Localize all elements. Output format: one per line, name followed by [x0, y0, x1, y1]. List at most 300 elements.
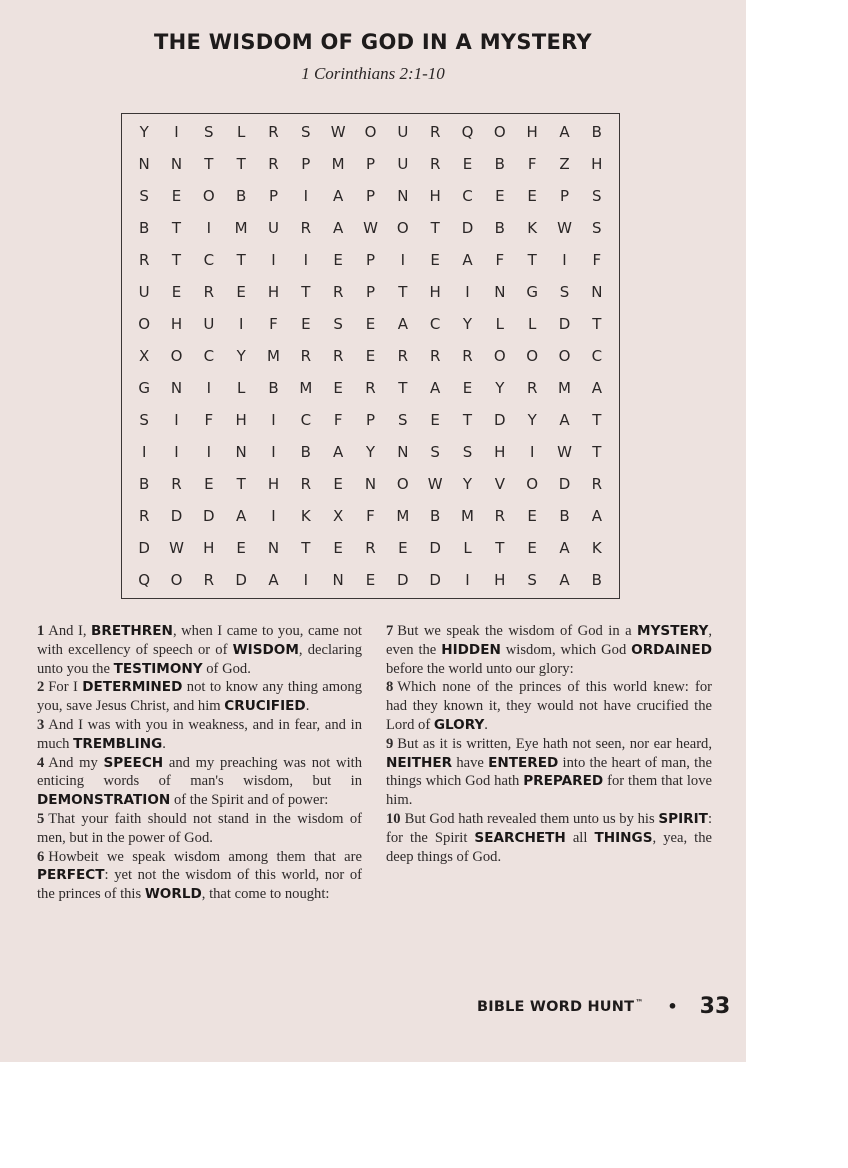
keyword: CRUCIFIED — [224, 698, 306, 715]
grid-letter[interactable]: T — [527, 251, 537, 269]
grid-letter[interactable]: E — [365, 347, 376, 365]
grid-letter[interactable]: R — [138, 507, 150, 525]
grid-letter[interactable]: A — [333, 187, 344, 205]
grid-letter[interactable]: P — [365, 411, 376, 429]
grid-letter[interactable]: D — [235, 571, 247, 589]
grid-letter[interactable]: Y — [495, 379, 505, 397]
grid-letter[interactable]: H — [203, 539, 215, 557]
grid-letter[interactable]: H — [429, 283, 441, 301]
grid-letter[interactable]: K — [300, 507, 311, 525]
footer-bullet: • — [667, 997, 678, 1016]
verse-7 — [386, 622, 712, 678]
grid-letter[interactable]: S — [430, 443, 440, 461]
grid-letter[interactable]: I — [562, 251, 567, 269]
grid-letter[interactable]: A — [236, 507, 247, 525]
verse-text: . — [484, 716, 488, 733]
grid-letter[interactable]: R — [138, 251, 150, 269]
grid-letter[interactable]: R — [526, 379, 538, 397]
grid-letter[interactable]: B — [430, 507, 441, 525]
verse-number: 4 — [37, 754, 45, 771]
grid-letter[interactable]: A — [268, 571, 279, 589]
grid-letter[interactable]: B — [494, 219, 505, 237]
grid-letter[interactable]: E — [462, 379, 473, 397]
grid-letter[interactable]: P — [559, 187, 570, 205]
grid-letter[interactable]: C — [203, 347, 215, 365]
grid-letter[interactable]: I — [465, 283, 470, 301]
grid-letter[interactable]: Y — [462, 315, 473, 333]
grid-letter[interactable]: T — [398, 379, 408, 397]
keyword: ORDAINED — [631, 641, 712, 658]
grid-letter[interactable]: R — [332, 347, 344, 365]
verse-text: . — [305, 698, 310, 715]
grid-letter[interactable]: C — [591, 347, 603, 365]
verse-4 — [37, 754, 362, 810]
grid-letter[interactable]: I — [206, 219, 212, 237]
grid-letter[interactable]: L — [236, 123, 246, 141]
verse-1 — [37, 622, 362, 678]
keyword: TESTIMONY — [113, 660, 203, 677]
keyword: PERFECT — [37, 867, 105, 884]
grid-letter[interactable]: O — [170, 571, 183, 589]
grid-letter[interactable]: O — [138, 315, 151, 333]
grid-letter[interactable]: T — [236, 475, 246, 493]
grid-letter[interactable]: W — [169, 539, 184, 557]
grid-letter[interactable]: O — [493, 347, 506, 365]
verse-text: . — [162, 735, 166, 752]
grid-letter[interactable]: N — [332, 571, 344, 589]
grid-letter[interactable]: Y — [462, 475, 473, 493]
grid-letter[interactable]: S — [559, 283, 570, 301]
keyword: WISDOM — [232, 641, 299, 658]
grid-letter[interactable]: F — [592, 251, 602, 269]
grid-letter[interactable]: I — [400, 251, 406, 269]
grid-letter[interactable]: I — [271, 411, 276, 429]
grid-letter[interactable]: H — [267, 475, 280, 493]
keyword: ENTERED — [488, 754, 559, 771]
grid-letter[interactable]: B — [559, 507, 570, 525]
grid-letter[interactable]: R — [429, 155, 441, 173]
grid-letter[interactable]: H — [526, 123, 538, 141]
grid-letter[interactable]: T — [592, 315, 602, 333]
grid-letter[interactable]: N — [397, 187, 409, 205]
grid-letter[interactable]: P — [301, 155, 311, 173]
grid-letter[interactable]: F — [495, 251, 505, 269]
keyword: TREMBLING — [73, 735, 163, 752]
grid-letter[interactable]: M — [267, 347, 280, 365]
verse-text: : for the Spirit — [386, 810, 712, 846]
grid-letter[interactable]: L — [236, 379, 246, 397]
verse-number: 8 — [386, 679, 394, 696]
grid-letter[interactable]: E — [236, 539, 246, 557]
grid-letter[interactable]: R — [203, 283, 215, 301]
grid-letter[interactable]: O — [396, 219, 409, 237]
grid-letter[interactable]: D — [429, 539, 441, 557]
grid-letter[interactable]: H — [494, 571, 506, 589]
grid-letter[interactable]: C — [300, 411, 312, 429]
grid-letter[interactable]: O — [526, 347, 539, 365]
grid-letter[interactable]: I — [271, 507, 276, 525]
grid-letter[interactable]: I — [238, 315, 244, 333]
grid-letter[interactable]: F — [333, 411, 343, 429]
grid-letter[interactable]: I — [174, 123, 179, 141]
grid-letter[interactable]: W — [557, 443, 572, 461]
grid-letter[interactable]: T — [236, 251, 246, 269]
grid-letter[interactable]: S — [204, 123, 214, 141]
grid-letter[interactable]: E — [204, 475, 214, 493]
grid-letter[interactable]: E — [301, 315, 311, 333]
grid-letter[interactable]: A — [559, 571, 570, 589]
verse-text: , even the — [386, 623, 712, 658]
grid-letter[interactable]: I — [174, 443, 179, 461]
verse-text: , when I came to you, came not with excellency of speech or of — [37, 623, 362, 658]
keyword: PREPARED — [523, 773, 604, 790]
page-footer — [477, 994, 730, 1019]
grid-letter[interactable]: F — [269, 315, 278, 333]
grid-letter[interactable]: X — [333, 507, 344, 525]
grid-letter[interactable]: T — [301, 539, 311, 557]
grid-letter[interactable]: M — [558, 379, 571, 397]
grid-letter[interactable]: M — [396, 507, 410, 525]
grid-letter[interactable]: R — [203, 571, 215, 589]
grid-letter[interactable]: B — [591, 571, 602, 589]
grid-letter[interactable]: T — [592, 443, 602, 461]
grid-letter[interactable]: C — [462, 187, 473, 205]
keyword: DEMONSTRATION — [37, 792, 171, 809]
grid-letter[interactable]: E — [171, 187, 182, 205]
grid-letter[interactable]: L — [527, 315, 537, 333]
verse-2 — [37, 678, 362, 716]
grid-letter[interactable]: H — [267, 283, 280, 301]
grid-letter[interactable]: A — [559, 411, 570, 429]
grid-letter[interactable]: E — [333, 251, 343, 269]
keyword: SEARCHETH — [474, 829, 566, 846]
grid-letter[interactable]: I — [529, 443, 535, 461]
verse-text: , yea, the deep things of God. — [386, 829, 712, 865]
grid-letter[interactable]: Z — [559, 155, 570, 173]
grid-letter[interactable]: D — [494, 411, 506, 429]
grid-letter[interactable]: L — [463, 539, 472, 557]
grid-letter[interactable]: S — [139, 411, 149, 429]
grid-letter[interactable]: E — [495, 187, 505, 205]
page-title: THE WISDOM OF GOD IN A MYSTERY — [154, 30, 592, 54]
grid-letter[interactable]: D — [397, 571, 409, 589]
grid-letter[interactable]: Y — [527, 411, 537, 429]
grid-letter[interactable]: E — [171, 283, 182, 301]
grid-letter[interactable]: I — [271, 251, 276, 269]
grid-letter[interactable]: O — [170, 347, 183, 365]
grid-letter[interactable]: T — [236, 155, 246, 173]
verse-text: of the Spirit and of power: — [170, 792, 329, 809]
grid-letter[interactable]: O — [364, 123, 377, 141]
grid-letter[interactable]: I — [303, 187, 309, 205]
grid-letter[interactable]: T — [171, 251, 182, 269]
grid-letter[interactable]: H — [235, 411, 247, 429]
verses-left-column — [37, 622, 362, 904]
word-search-grid[interactable] — [121, 113, 620, 599]
grid-letter[interactable]: E — [333, 539, 343, 557]
grid-letter[interactable]: A — [559, 539, 570, 557]
grid-letter[interactable]: E — [333, 379, 343, 397]
keyword: NEITHER — [386, 754, 453, 771]
grid-letter[interactable]: S — [333, 315, 343, 333]
verse-text: into the heart of man, the things which God hath — [386, 754, 712, 790]
grid-letter[interactable]: B — [591, 123, 602, 141]
grid-letter[interactable]: G — [526, 283, 538, 301]
grid-letter[interactable]: E — [527, 539, 537, 557]
grid-letter[interactable]: A — [430, 379, 441, 397]
grid-letter[interactable]: I — [271, 443, 276, 461]
grid-letter[interactable]: S — [527, 571, 537, 589]
grid-letter[interactable]: O — [558, 347, 571, 365]
verse-text: not to know any thing among you, save Jesus Christ, and him — [37, 679, 362, 715]
grid-letter[interactable]: R — [365, 379, 376, 397]
grid-letter[interactable]: N — [235, 443, 247, 461]
grid-letter[interactable]: P — [365, 187, 376, 205]
grid-letter[interactable]: Y — [139, 123, 149, 141]
grid-letter[interactable]: T — [301, 283, 311, 301]
grid-letter[interactable]: R — [300, 219, 312, 237]
verse-number: 7 — [386, 623, 394, 639]
grid-letter[interactable]: K — [591, 539, 602, 557]
grid-letter[interactable]: P — [365, 283, 376, 301]
grid-letter[interactable]: O — [493, 123, 506, 141]
grid-letter[interactable]: P — [365, 251, 376, 269]
grid-letter[interactable]: A — [333, 443, 344, 461]
grid-letter[interactable]: B — [139, 475, 150, 493]
verses-right-column — [386, 622, 712, 866]
grid-letter[interactable]: M — [331, 155, 345, 173]
grid-letter[interactable]: F — [527, 155, 537, 173]
grid-letter[interactable]: C — [203, 251, 215, 269]
verse-text: For I — [48, 679, 83, 696]
grid-letter[interactable]: H — [494, 443, 506, 461]
grid-letter[interactable]: U — [203, 315, 215, 333]
grid-letter[interactable]: N — [591, 283, 603, 301]
verse-text: But God hath revealed them unto us by his — [404, 810, 659, 827]
grid-letter[interactable]: Q — [461, 123, 474, 141]
grid-letter[interactable]: R — [429, 123, 441, 141]
grid-letter[interactable]: I — [174, 411, 179, 429]
grid-letter[interactable]: B — [236, 187, 247, 205]
grid-letter[interactable]: Y — [236, 347, 246, 365]
grid-letter[interactable]: A — [591, 507, 602, 525]
verse-number: 10 — [386, 810, 401, 827]
grid-letter[interactable]: E — [365, 315, 376, 333]
grid-letter[interactable]: A — [591, 379, 602, 397]
grid-letter[interactable]: S — [301, 123, 311, 141]
grid-letter[interactable]: A — [462, 251, 473, 269]
grid-letter[interactable]: I — [206, 379, 212, 397]
grid-letter[interactable]: O — [396, 475, 409, 493]
verse-number: 5 — [37, 810, 45, 827]
grid-letter[interactable]: O — [526, 475, 539, 493]
keyword: MYSTERY — [637, 623, 709, 639]
grid-letter[interactable]: V — [494, 475, 505, 493]
grid-letter[interactable]: T — [430, 219, 440, 237]
grid-letter[interactable]: T — [592, 411, 602, 429]
page-number: 33 — [699, 994, 731, 1019]
grid-letter[interactable]: E — [333, 475, 343, 493]
grid-letter[interactable]: L — [495, 315, 504, 333]
verse-text: , declaring unto you the — [37, 641, 362, 677]
verse-text: and my preaching was not with enticing words of man's wisdom, but in — [37, 754, 362, 790]
grid-letter[interactable]: U — [138, 283, 150, 301]
grid-letter[interactable]: N — [267, 539, 280, 557]
trademark-symbol: ™ — [635, 998, 644, 1008]
grid-letter[interactable]: N — [170, 155, 183, 173]
grid-letter[interactable]: T — [204, 155, 214, 173]
grid-letter[interactable]: P — [365, 155, 376, 173]
grid-letter[interactable]: E — [236, 283, 246, 301]
grid-letter[interactable]: R — [332, 283, 344, 301]
verse-10 — [386, 810, 712, 866]
grid-letter[interactable]: R — [462, 347, 473, 365]
grid-letter[interactable]: D — [203, 507, 215, 525]
grid-letter[interactable]: R — [429, 347, 441, 365]
grid-letter[interactable]: A — [333, 219, 344, 237]
verse-number: 1 — [37, 623, 45, 639]
verse-number: 3 — [37, 716, 45, 733]
verse-number: 2 — [37, 679, 45, 696]
grid-letter[interactable]: T — [171, 219, 182, 237]
grid-letter[interactable]: N — [138, 155, 150, 173]
grid-letter[interactable]: T — [462, 411, 473, 429]
grid-letter[interactable]: W — [427, 475, 443, 493]
grid-letter[interactable]: F — [204, 411, 214, 429]
grid-letter[interactable]: Q — [138, 571, 151, 589]
grid-letter[interactable]: Y — [365, 443, 376, 461]
verse-5 — [37, 810, 362, 848]
grid-letter[interactable]: W — [557, 219, 572, 237]
grid-letter[interactable]: N — [364, 475, 377, 493]
grid-letter[interactable]: B — [268, 379, 279, 397]
grid-letter[interactable]: I — [206, 443, 212, 461]
keyword: HIDDEN — [441, 641, 501, 658]
grid-letter[interactable]: D — [170, 507, 183, 525]
grid-letter[interactable]: X — [139, 347, 150, 365]
verse-text: That your faith should not stand in the wisdom of men, but in the power of God. — [37, 810, 362, 846]
grid-letter[interactable]: O — [202, 187, 215, 205]
grid-letter[interactable]: B — [300, 443, 311, 461]
grid-letter[interactable]: I — [303, 571, 309, 589]
grid-letter[interactable]: R — [268, 123, 279, 141]
grid-letter[interactable]: R — [300, 475, 312, 493]
verse-text: And I was with you in weakness, and in fear, and in much — [37, 716, 362, 752]
grid-letter[interactable]: H — [170, 315, 183, 333]
grid-letter[interactable]: H — [591, 155, 603, 173]
verse-text: of God. — [202, 660, 251, 677]
grid-letter[interactable]: T — [398, 283, 408, 301]
grid-letter[interactable]: S — [592, 187, 602, 205]
grid-letter[interactable]: S — [139, 187, 149, 205]
grid-letter[interactable]: R — [300, 347, 312, 365]
keyword: GLORY — [433, 716, 485, 733]
grid-letter[interactable]: U — [397, 155, 409, 173]
verse-text: But we speak the wisdom of God in a — [397, 623, 638, 639]
grid-letter[interactable]: R — [365, 539, 376, 557]
verse-text: have — [452, 754, 489, 771]
grid-letter[interactable]: I — [141, 443, 147, 461]
verse-text: Which none of the princes of this world knew: for had they known it, they would not have crucified the Lord of — [386, 679, 712, 733]
verse-text: And my — [48, 754, 104, 771]
verse-text: : yet not the wisdom of this world, nor of the princes of this — [37, 867, 362, 903]
grid-letter[interactable]: S — [592, 219, 602, 237]
verse-text: for them that love him. — [386, 773, 712, 809]
grid-letter[interactable]: W — [330, 123, 346, 141]
grid-letter[interactable]: M — [234, 219, 248, 237]
grid-letter[interactable]: W — [363, 219, 378, 237]
verse-text: Howbeit we speak wisdom among them that are — [48, 848, 362, 865]
verse-text: And I, — [48, 623, 92, 639]
keyword: THINGS — [594, 829, 653, 846]
grid-letter[interactable]: E — [430, 251, 440, 269]
grid-letter[interactable]: E — [527, 187, 537, 205]
verse-text: all — [565, 829, 595, 846]
grid-letter[interactable]: K — [527, 219, 538, 237]
grid-letter[interactable]: R — [397, 347, 409, 365]
grid-letter[interactable]: S — [462, 443, 473, 461]
grid-letter[interactable]: F — [366, 507, 375, 525]
grid-letter[interactable]: I — [303, 251, 309, 269]
grid-letter[interactable]: N — [494, 283, 506, 301]
grid-letter[interactable]: E — [527, 507, 537, 525]
verse-8 — [386, 678, 712, 734]
grid-letter[interactable]: E — [430, 411, 440, 429]
grid-letter[interactable]: I — [465, 571, 470, 589]
grid-letter[interactable]: M — [461, 507, 474, 525]
grid-letter[interactable]: H — [429, 187, 441, 205]
grid-letter[interactable]: P — [268, 187, 279, 205]
keyword: DETERMINED — [82, 679, 183, 696]
grid-letter[interactable]: N — [170, 379, 183, 397]
grid-letter[interactable]: E — [398, 539, 408, 557]
grid-letter[interactable]: E — [462, 155, 473, 173]
verse-number: 6 — [37, 848, 45, 865]
verse-3 — [37, 716, 362, 754]
grid-letter[interactable]: D — [138, 539, 150, 557]
grid-letter[interactable]: S — [398, 411, 408, 429]
grid-letter[interactable]: G — [138, 379, 150, 397]
verse-text: , that come to nought: — [201, 886, 330, 903]
grid-letter[interactable]: A — [397, 315, 408, 333]
grid-letter[interactable]: B — [139, 219, 150, 237]
grid-letter[interactable]: D — [558, 315, 571, 333]
grid-letter[interactable]: E — [365, 571, 376, 589]
grid-letter[interactable]: R — [591, 475, 603, 493]
grid-letter[interactable]: R — [171, 475, 182, 493]
keyword: SPEECH — [103, 754, 164, 771]
grid-letter[interactable]: M — [299, 379, 313, 397]
verse-number: 9 — [386, 735, 394, 752]
grid-letter[interactable]: D — [558, 475, 571, 493]
grid-letter[interactable]: T — [495, 539, 505, 557]
keyword: BRETHREN — [91, 623, 173, 639]
grid-letter[interactable]: U — [268, 219, 279, 237]
grid-letter[interactable]: D — [429, 571, 441, 589]
grid-letter[interactable]: R — [268, 155, 279, 173]
footer-brand: BIBLE WORD HUNT™ — [477, 998, 644, 1015]
grid-letter[interactable]: R — [494, 507, 506, 525]
scripture-reference: 1 Corinthians 2:1-10 — [301, 64, 445, 83]
grid-letter[interactable]: U — [397, 123, 409, 141]
grid-letter[interactable]: N — [397, 443, 409, 461]
verse-text: wisdom, which God — [500, 641, 632, 658]
grid-letter[interactable]: D — [461, 219, 474, 237]
verse-text: But as it is written, Eye hath not seen, nor ear heard, — [397, 735, 712, 752]
grid-letter[interactable]: B — [494, 155, 505, 173]
grid-letter[interactable]: C — [429, 315, 441, 333]
grid-letter[interactable]: A — [559, 123, 570, 141]
